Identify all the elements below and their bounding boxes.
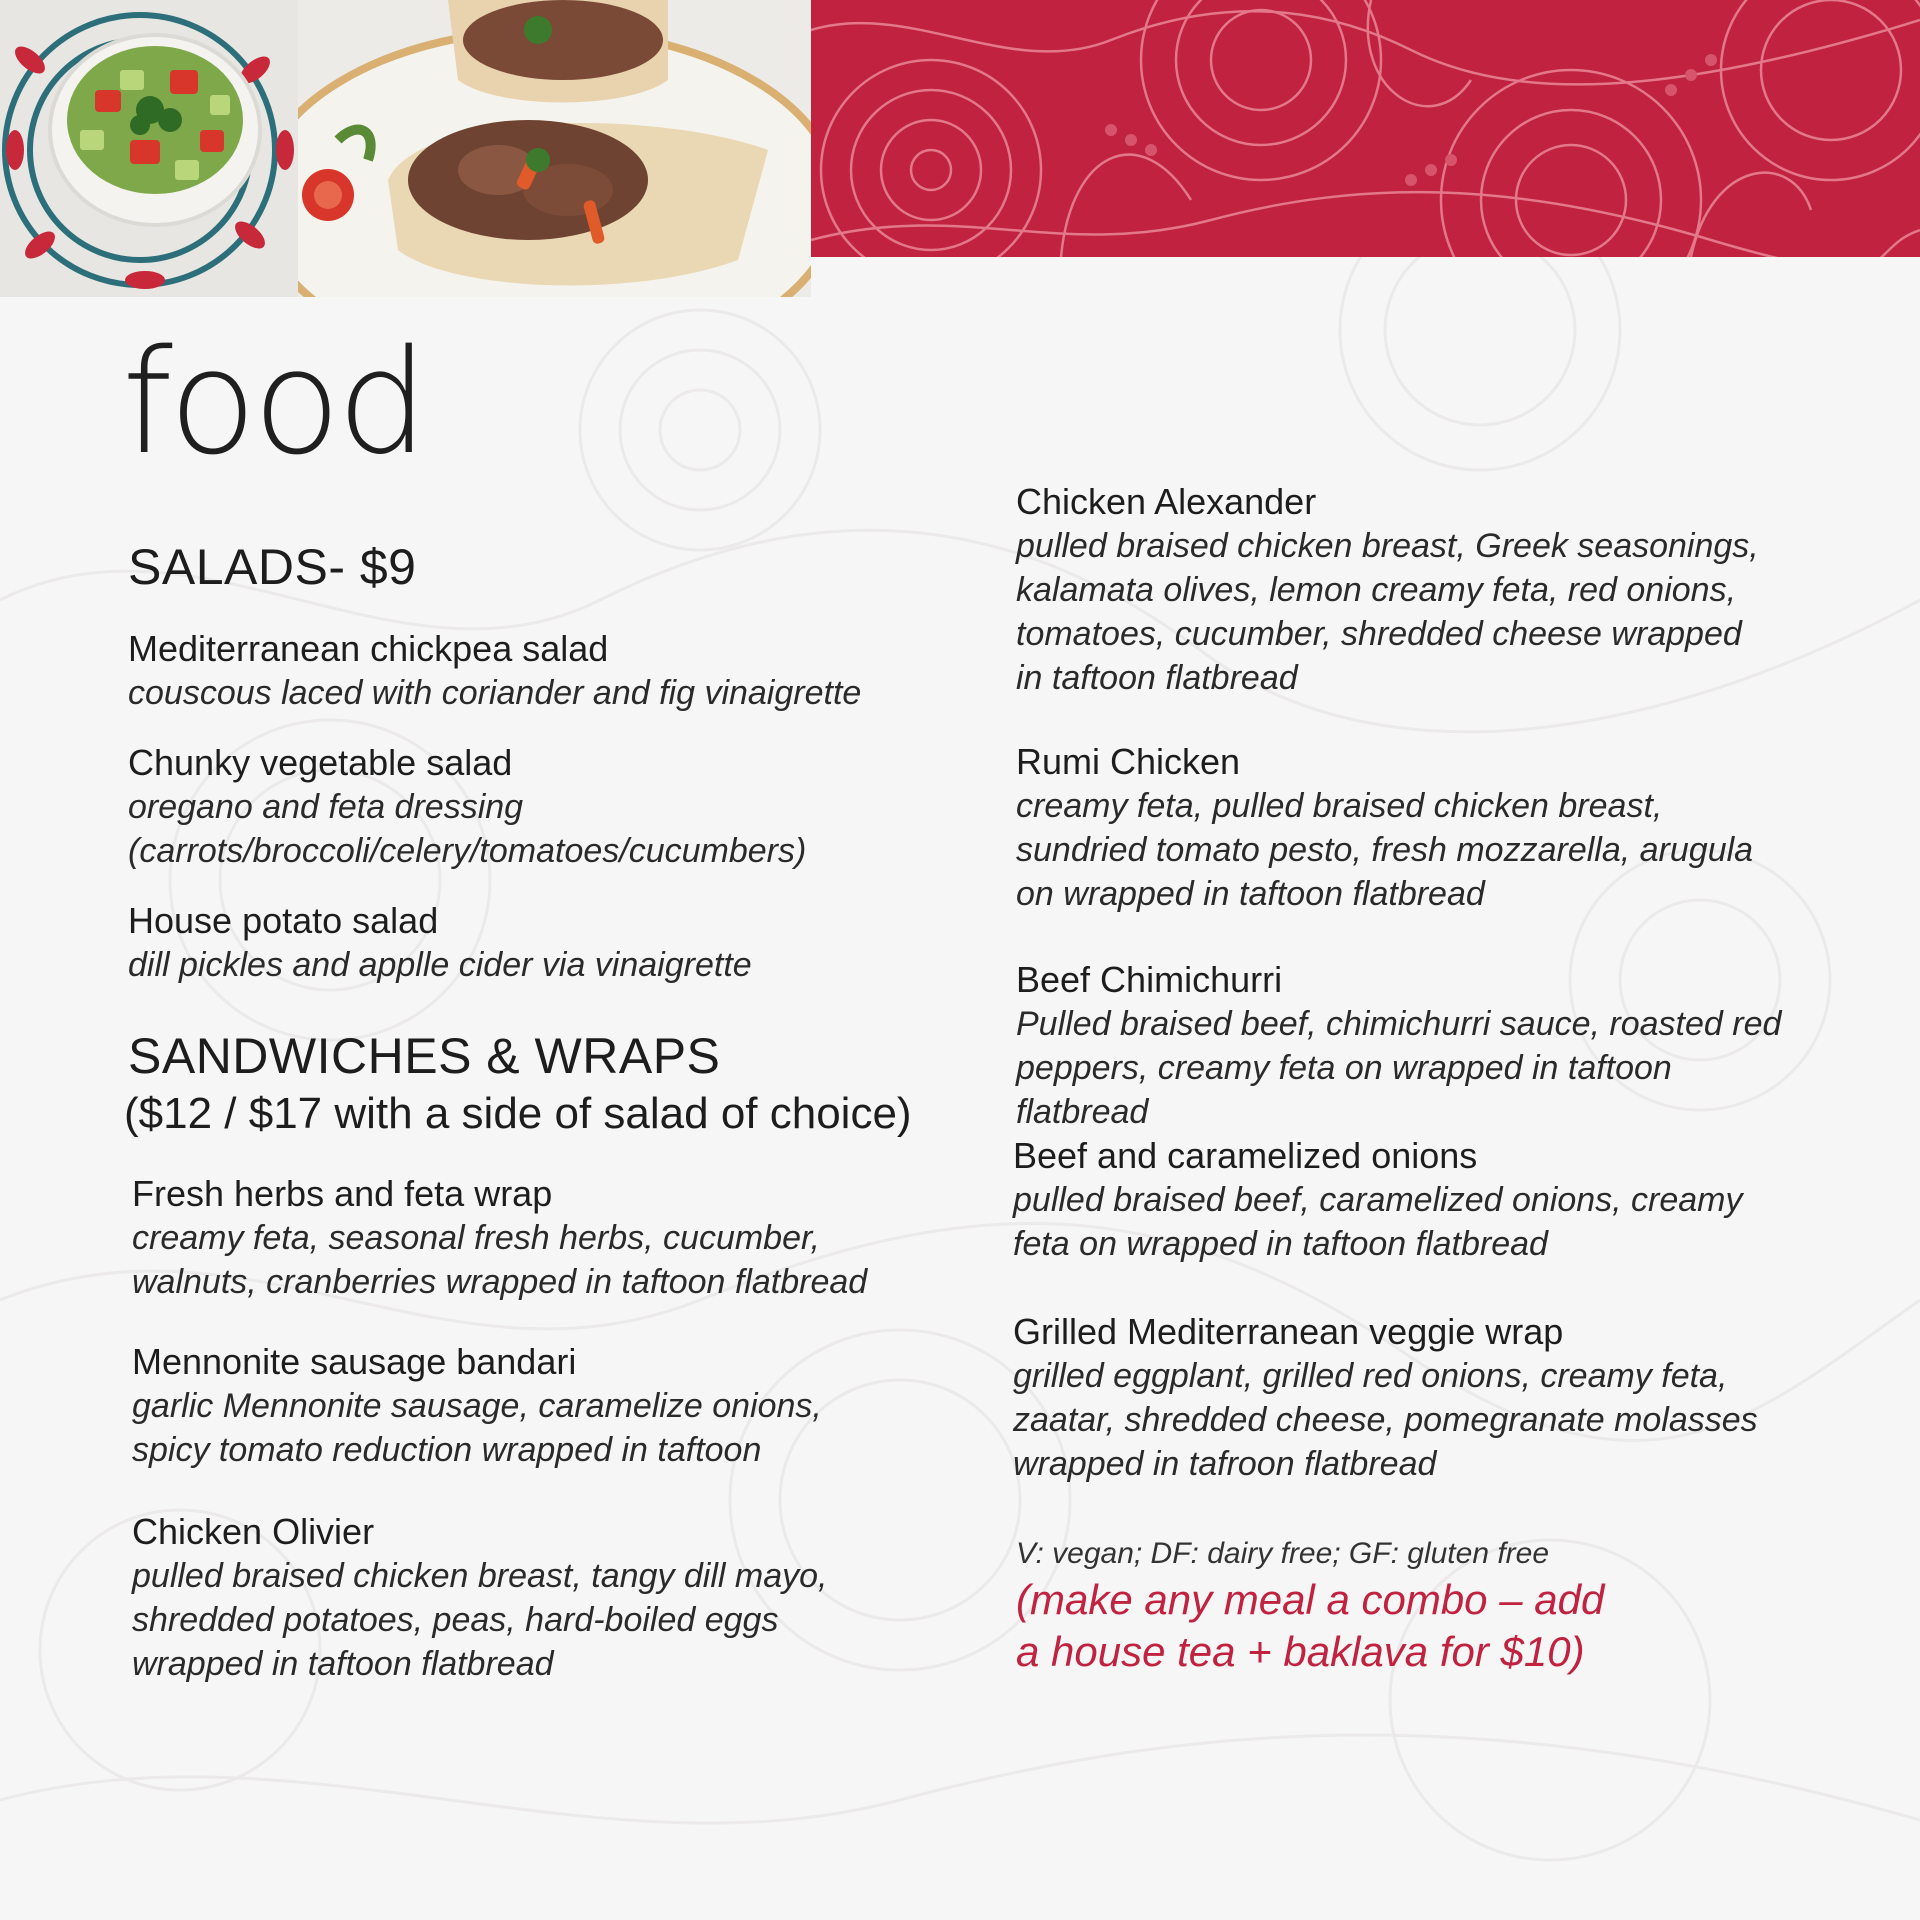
- sandwiches-price-subheading: ($12 / $17 with a side of salad of choice): [124, 1089, 912, 1138]
- item-description: couscous laced with coriander and fig vinaigrette: [128, 674, 862, 712]
- item-name: Grilled Mediterranean veggie wrap: [1013, 1311, 1564, 1352]
- menu-item-chunky-vegetable-salad: [128, 741, 988, 873]
- menu-item-mennonite-sausage-bandari: [132, 1340, 988, 1472]
- item-name: Chicken Olivier: [132, 1511, 375, 1553]
- combo-offer: (make any meal a combo – add a house tea + baklava for $10): [1016, 1576, 1605, 1675]
- menu-item-chicken-olivier: [132, 1510, 988, 1686]
- menu-item-chicken-alexander: [1016, 480, 1876, 700]
- menu-item-fresh-herbs-feta-wrap: [132, 1172, 988, 1304]
- item-name: Chicken Alexander: [1016, 481, 1317, 522]
- menu-item-rumi-chicken: [1016, 740, 1876, 916]
- wrap-plate-photo: [298, 0, 811, 297]
- item-name: Fresh herbs and feta wrap: [132, 1173, 553, 1215]
- menu-item-grilled-veggie-wrap: [1013, 1310, 1876, 1486]
- sandwiches-heading: SANDWICHES & WRAPS: [128, 1028, 721, 1084]
- item-description: pulled braised beef, caramelized onions, creamy feta on wrapped in taftoon flatbread: [1013, 1181, 1743, 1263]
- item-description: Pulled braised beef, chimichurri sauce, roasted red peppers, creamy feta on wrapped in taftoon flatbread: [1016, 1005, 1782, 1131]
- dietary-legend: V: vegan; DF: dairy free; GF: gluten free: [1016, 1537, 1550, 1570]
- item-name: Mediterranean chickpea salad: [128, 628, 609, 669]
- item-name: Rumi Chicken: [1016, 741, 1241, 782]
- right-column: [1013, 480, 1876, 1678]
- item-name: Beef and caramelized onions: [1013, 1135, 1478, 1176]
- salads-heading: SALADS- $9: [128, 539, 417, 595]
- item-name: Mennonite sausage bandari: [132, 1341, 577, 1383]
- menu-item-mediterranean-chickpea-salad: [128, 627, 988, 715]
- item-description: dill pickles and applle cider via vinaigrette: [128, 946, 752, 984]
- item-description: grilled eggplant, grilled red onions, creamy feta, zaatar, shredded cheese, pomegranate molasses wrapped in tafroon flatbread: [1013, 1357, 1758, 1483]
- menu-item-beef-caramelized-onions: [1013, 1134, 1876, 1266]
- item-description: pulled braised chicken breast, tangy dill mayo, shredded potatoes, peas, hard-boiled eggs wrapped in taftoon flatbread: [132, 1557, 828, 1684]
- item-description: creamy feta, pulled braised chicken breast, sundried tomato pesto, fresh mozzarella, arugula on wrapped in taftoon flatbread: [1016, 787, 1754, 913]
- item-description: oregano and feta dressing (carrots/broccoli/celery/tomatoes/cucumbers): [128, 788, 807, 870]
- decorative-red-banner: [811, 0, 1920, 257]
- menu-item-house-potato-salad: [128, 899, 988, 987]
- item-description: garlic Mennonite sausage, caramelize onions, spicy tomato reduction wrapped in taftoon: [132, 1387, 822, 1470]
- item-name: Beef Chimichurri: [1016, 959, 1283, 1000]
- item-description: creamy feta, seasonal fresh herbs, cucumber, walnuts, cranberries wrapped in taftoon flatbread: [132, 1219, 868, 1302]
- salad-bowl-photo: [0, 0, 298, 297]
- menu-item-beef-chimichurri: [1016, 958, 1876, 1134]
- item-description: pulled braised chicken breast, Greek seasonings, kalamata olives, lemon creamy feta, red onions, tomatoes, cucumber, shredded cheese wrapped in taftoon flatbread: [1016, 527, 1759, 697]
- item-name: Chunky vegetable salad: [128, 742, 513, 783]
- item-name: House potato salad: [128, 900, 439, 941]
- left-column: [124, 539, 988, 1686]
- page-title: food: [122, 318, 425, 486]
